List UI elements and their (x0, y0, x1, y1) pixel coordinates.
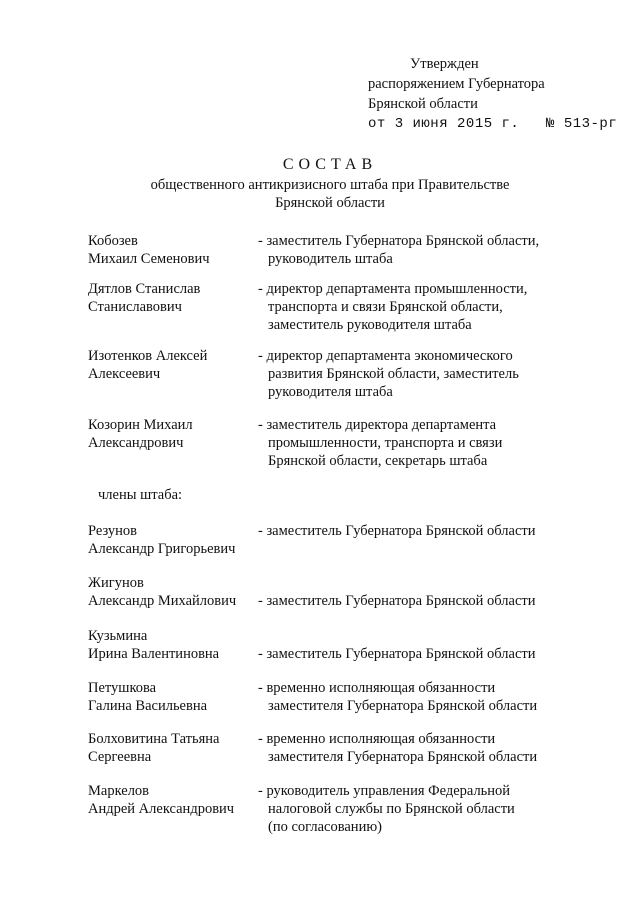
member-name-line: Александрович (88, 435, 184, 451)
member-name-line: Козорин Михаил (88, 417, 193, 433)
member-name-line: Андрей Александрович (88, 801, 235, 817)
member-name-line: Изотенков Алексей (88, 348, 208, 364)
member-name (88, 416, 258, 452)
member-position-line: - руководитель управления Федеральной (258, 783, 511, 799)
member-position-line: - временно исполняющая обязанности (258, 731, 496, 747)
member-position (258, 280, 578, 334)
member-position-line: налоговой службы по Брянской области (268, 801, 515, 817)
member-name-line: Галина Васильевна (88, 698, 208, 714)
member-position (258, 522, 578, 540)
member-name (88, 232, 258, 268)
member-position-line: - заместитель Губернатора Брянской области (258, 646, 536, 662)
member-name-line: Жигунов (88, 575, 144, 591)
member-name-line: Алексеевич (88, 366, 161, 382)
member-name (88, 730, 258, 766)
approval-stamp (368, 55, 628, 135)
member-position-line (258, 627, 578, 645)
member-position-line: промышленности, транспорта и связи (268, 435, 503, 451)
member-position (258, 730, 578, 766)
member-name (88, 522, 258, 558)
title-subtitle-line2: Брянской области (275, 195, 385, 211)
member-name-line: Маркелов (88, 783, 150, 799)
member-position (258, 627, 578, 663)
member-position (258, 347, 578, 401)
member-name-line: Дятлов Станислав (88, 281, 201, 297)
approval-line-by-order: распоряжением Губернатора (368, 76, 545, 92)
member-name-line: Александр Григорьевич (88, 541, 236, 557)
member-name (88, 782, 258, 818)
members-section-label: члены штаба: (98, 487, 183, 503)
member-name-line: Ирина Валентиновна (88, 646, 220, 662)
member-name-line: Кузьмина (88, 628, 148, 644)
member-position-line: - директор департамента экономического (258, 348, 513, 364)
member-name (88, 347, 258, 383)
member-position (258, 232, 578, 268)
member-position-line: транспорта и связи Брянской области, (268, 299, 503, 315)
member-position-line: - временно исполняющая обязанности (258, 680, 496, 696)
member-position-line: (по согласованию) (268, 819, 382, 835)
member-name-line: Станиславович (88, 299, 182, 315)
member-position-line (258, 574, 578, 592)
member-name (88, 280, 258, 316)
member-position-line: заместителя Губернатора Брянской области (268, 749, 538, 765)
member-name-line: Александр Михайлович (88, 593, 237, 609)
approval-line-approved: Утвержден (410, 56, 479, 72)
member-name (88, 574, 258, 610)
member-name-line: Болховитина Татьяна (88, 731, 220, 747)
member-name-line: Резунов (88, 523, 138, 539)
member-name (88, 679, 258, 715)
member-name-line: Петушкова (88, 680, 157, 696)
member-position (258, 574, 578, 610)
member-position-line: - директор департамента промышленности, (258, 281, 528, 297)
approval-line-region: Брянской области (368, 96, 478, 112)
member-position (258, 416, 578, 470)
member-position-line: - заместитель директора департамента (258, 417, 497, 433)
member-position-line: Брянской области, секретарь штаба (268, 453, 488, 469)
member-position-line: - заместитель Губернатора Брянской области (258, 523, 536, 539)
member-position (258, 782, 578, 836)
member-position-line: руководителя штаба (268, 384, 393, 400)
document-title (120, 156, 540, 212)
member-position-line: руководитель штаба (268, 251, 393, 267)
member-name-line: Кобозев (88, 233, 138, 249)
member-name (88, 627, 258, 663)
title-subtitle-line1: общественного антикризисного штаба при Правительстве (150, 177, 510, 193)
member-position-line: - заместитель Губернатора Брянской области (258, 593, 536, 609)
member-position-line: развития Брянской области, заместитель (268, 366, 519, 382)
title-main: СОСТАВ (282, 156, 378, 173)
member-name-line: Михаил Семенович (88, 251, 210, 267)
approval-line-date-number: от 3 июня 2015 г. № 513-рг (368, 116, 618, 132)
member-position (258, 679, 578, 715)
member-name-line: Сергеевна (88, 749, 152, 765)
member-position-line: заместителя Губернатора Брянской области (268, 698, 538, 714)
member-position-line: - заместитель Губернатора Брянской области, (258, 233, 540, 249)
member-position-line: заместитель руководителя штаба (268, 317, 472, 333)
